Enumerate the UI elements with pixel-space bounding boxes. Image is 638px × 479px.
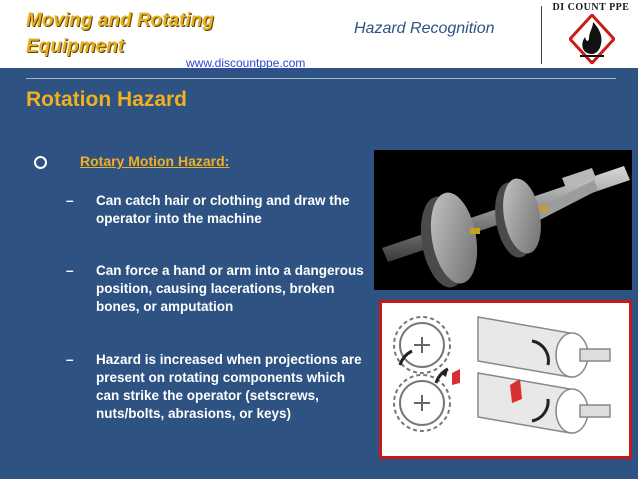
sub-point-text: Can catch hair or clothing and draw the operator into the machine <box>96 193 350 226</box>
sub-point-text: Can force a hand or arm into a dangerous position, causing lacerations, broken bones, or amputation <box>96 263 364 314</box>
company-logo <box>545 2 637 66</box>
website-link[interactable]: www.discountppe.com <box>186 56 306 70</box>
gears-rollers-illustration <box>379 300 632 459</box>
dash-marker: – <box>66 263 74 278</box>
slide-heading: Rotation Hazard <box>26 88 188 111</box>
fire-hazard-diamond-icon <box>569 14 615 64</box>
dash-marker: – <box>66 193 74 208</box>
header-divider <box>541 6 542 64</box>
bullet-label: Rotary Motion Hazard: <box>80 153 230 169</box>
title-divider <box>26 78 616 79</box>
section-label: Hazard Recognition <box>354 20 495 37</box>
logo-text: DI COUNT PPE <box>552 2 630 13</box>
rotating-shaft-illustration <box>374 150 632 290</box>
sub-point-text: Hazard is increased when projections are present on rotating components which can strike the operator (setscrews, nuts/bolts, abrasions, or keys) <box>96 352 362 421</box>
dash-marker: – <box>66 352 74 367</box>
header-bar <box>0 0 638 68</box>
ring-bullet-icon <box>34 156 47 169</box>
title-line-1: Moving and Rotating <box>26 10 214 31</box>
title-line-2: Equipment <box>26 36 125 57</box>
